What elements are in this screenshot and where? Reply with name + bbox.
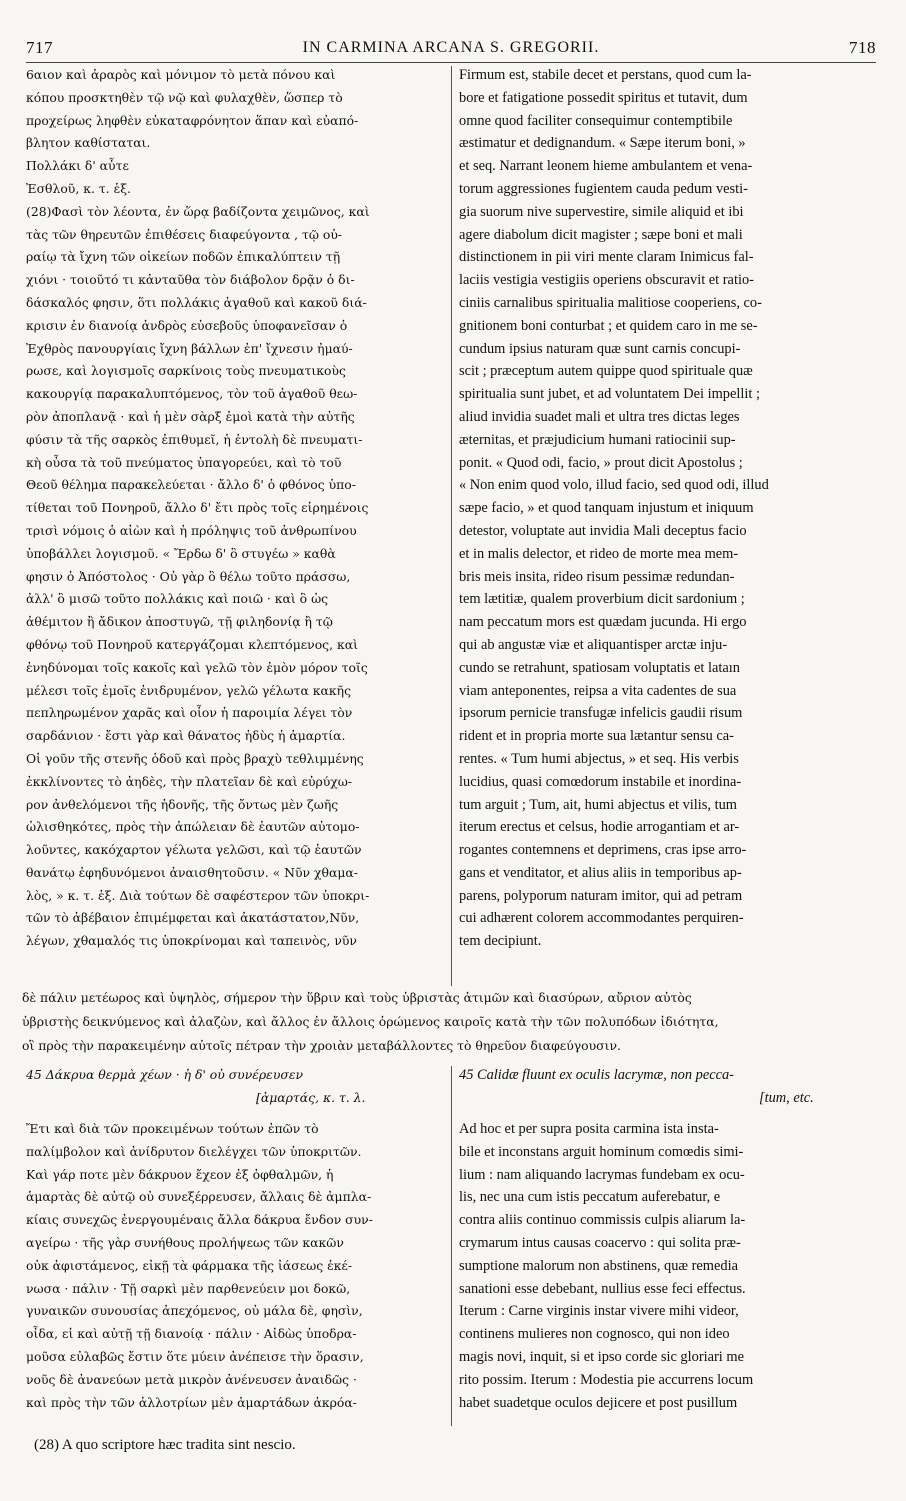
footnote: (28) A quo scriptore hæc tradita sint nescio.: [34, 1437, 296, 1453]
latin-text-line: continens mulieres non cognosco, qui non ideo: [459, 1326, 730, 1343]
greek-full-width-paragraph: [22, 986, 876, 1058]
greek-text-line: ρον ἀνθελόμενοι τῆς ἡδονῆς, τῆς ὄντως μὲν ζωῆς: [26, 796, 339, 812]
greek-heading-line: [ἁμαρτάς, κ. τ. λ.: [256, 1089, 366, 1105]
latin-text-line: bile et inconstans arguit hominum comœdis simi-: [459, 1143, 744, 1160]
greek-text-line: βλητον καθίσταται.: [26, 135, 151, 151]
latin-text-line: cui adhærent colorem accommodantes perquiren-: [459, 910, 744, 927]
latin-text-line: rident et in propria morte sua lætantur sensu ca-: [459, 728, 734, 745]
latin-text-line: æstimatur et dedignandum. « Sæpe iterum boni, »: [459, 135, 746, 152]
latin-text-line: gnitionem boni conturbat ; et quidem caro in me se-: [459, 317, 758, 334]
column-divider-top: [451, 66, 452, 986]
greek-section-45-heading: [26, 1064, 444, 1110]
greek-text-line: κρισιν ἐν διανοίᾳ ἀνδρὸς εὐσεβοῦς ὑποφανεῖσαν ὁ: [26, 317, 348, 333]
greek-text-line: Θεοῦ θέλημα παρακελεύεται · ἄλλο δ' ὁ φθόνος ὑπο-: [26, 477, 356, 493]
latin-text-line: contra aliis continuo commissis culpis aliarum la-: [459, 1212, 746, 1229]
running-title: IN CARMINA ARCANA S. GREGORII.: [302, 39, 600, 56]
latin-text-line: et in malis delector, et rideo de morte mea mem-: [459, 545, 739, 562]
latin-text-line: tum arguit ; Tum, ait, humi abjectus et vilis, tum: [459, 796, 737, 813]
greek-text-line: ρὸν ἀποπλανᾷ · καὶ ἡ μὲν σὰρξ ἐμοὶ κατὰ τὴν αὐτῆς: [26, 408, 355, 424]
greek-text-line: φύσιν τὰ τῆς σαρκὸς ἐπιθυμεῖ, ἡ ἐντολὴ δὲ πνευματι-: [26, 431, 363, 447]
latin-text-line: iterum erectus et celsus, hodie arrogantiam et ar-: [459, 819, 740, 836]
latin-text-line: sæpe facio, » et quod tanquam injustum et iniquum: [459, 500, 754, 517]
latin-text-line: cundum ipsius naturam quæ sunt carnis concupi-: [459, 340, 741, 357]
latin-text-line: scit ; præceptum autem quippe quod spirituale quæ: [459, 363, 753, 380]
greek-text-line: λοῦντες, κακόχαρτον γέλωτα γελῶσι, καὶ τῷ ἑαυτῶν: [26, 842, 362, 858]
greek-column-bottom: [26, 1118, 444, 1414]
latin-text-line: rogantes contemnens et deprimens, cras ipse arro-: [459, 842, 747, 859]
greek-text-line: καὶ πρὸς τὴν τῶν ἀλλοτρίων μὲν ἁμαρτάδων ἀκρόα-: [26, 1394, 357, 1410]
greek-text-line: ἐκκλίνοντες τὸ ἀηδὲς, τὴν πλατεῖαν δὲ καὶ εὐρύχω-: [26, 773, 353, 789]
latin-text-line: detestor, voluptate aut invidia Mali deceptus facio: [459, 522, 747, 539]
latin-text-line: lium : nam aliquando lacrymas fundebam ex ocu-: [459, 1166, 745, 1183]
greek-text-line: ἐνηδύνομαι τοῖς κακοῖς καὶ γελῶ τὸν ἐμὸν μόρον τοῖς: [26, 659, 368, 675]
latin-text-line: rito possim. Iterum : Modestia pie accurrens locum: [459, 1371, 754, 1388]
latin-text-line: Iterum : Carne virginis instar vivere mihi videor,: [459, 1303, 739, 1320]
latin-text-line: et seq. Narrant leonem hieme ambulantem et vena-: [459, 158, 753, 175]
latin-text-line: bore et fatigatione possedit spiritus et tutavit, dum: [459, 89, 748, 106]
greek-heading-line: 45 Δάκρυα θερμὰ χέων · ἡ δ' οὐ συνέρευσεν: [26, 1067, 304, 1082]
latin-heading-line: [tum, etc.: [759, 1089, 814, 1106]
greek-text-line: Πολλάκι δ' αὖτε: [26, 158, 129, 174]
latin-text-line: ipsorum pernicie transfugæ infelicis gaudii risum: [459, 705, 743, 722]
greek-text-line: οἳ πρὸς τὴν παρακειμένην αὐτοῖς πέτραν τὴν χροιὰν μεταβάλλοντες τὸ θηρεῦον διαφεύγουσιν.: [22, 1038, 621, 1053]
greek-text-line: κίαις συνεχῶς ἐνεργουμέναις ἄλλα δάκρυα ἔνδον συν-: [26, 1212, 373, 1228]
latin-text-line: torum aggressiones fugientem cauda pedum vesti-: [459, 180, 748, 197]
greek-text-line: παλίμβολον καὶ ἀνίδρυτον διελέγχει τῶν ὑποκριτῶν.: [26, 1143, 362, 1159]
latin-text-line: ponit. « Quod odi, facio, » prout dicit Apostolus ;: [459, 454, 743, 471]
latin-text-line: sumptione malorum non abstinens, quæ remedia: [459, 1257, 738, 1274]
latin-text-line: Firmum est, stabile decet et perstans, quod cum la-: [459, 67, 752, 83]
greek-text-line: σαρδάνιον · ἔστι γὰρ καὶ θάνατος ἡδὺς ἡ ἁμαρτία.: [26, 728, 346, 744]
running-header: [26, 36, 876, 60]
latin-heading-line: 45 Calidæ fluunt ex oculis lacrymæ, non pecca-: [459, 1067, 734, 1083]
greek-text-line: φησιν ὁ Ἀπόστολος · Οὐ γὰρ ὃ θέλω τοῦτο πράσσω,: [26, 568, 351, 584]
greek-text-line: γυναικῶν συνουσίας ἀπεχόμενος, οὐ μάλα δὲ, φησὶν,: [26, 1303, 363, 1319]
latin-text-line: æternitas, et præjudicium humani ratiocinii sup-: [459, 431, 736, 448]
greek-column-top: [26, 64, 444, 953]
latin-text-line: tem lætitiæ, qualem proverbium dicit sardonium ;: [459, 591, 745, 608]
greek-text-line: νοῦς δὲ ἀνανεύων μετὰ μικρὸν ἀνένευσεν ἀναιδῶς ·: [26, 1371, 357, 1387]
latin-text-line: parens, polyporum naturam imitor, qui ad petram: [459, 887, 743, 904]
greek-text-line: ὑβριστὴς δεικνύμενος καὶ ἀλαζὼν, καὶ ἄλλος ἐν ἄλλοις ὁρώμενος καιροῖς κατὰ τὴν τῶν πολυπόδων ἰδιότητα,: [22, 1014, 719, 1029]
latin-text-line: lis, nec una cum istis peccatum auferebatur, e: [459, 1189, 721, 1206]
latin-text-line: laciis vestigia vestigiis operiens obscuravit et ratio-: [459, 272, 754, 289]
greek-text-line: ἁμαρτὰς δὲ αὐτῷ οὐ συνεξέρρευσεν, ἄλλαις δὲ ἀμπλα-: [26, 1189, 372, 1205]
greek-text-line: Καὶ γάρ ποτε μὲν δάκρυον ἔχεον ἐξ ὀφθαλμῶν, ἡ: [26, 1166, 334, 1182]
latin-section-45-heading: [459, 1064, 877, 1110]
latin-text-line: bris meis insita, rideo risum pessimæ redundan-: [459, 568, 735, 585]
latin-column-top: [459, 64, 877, 953]
latin-text-line: aliud invidia suadet mali et ultra tres dictas leges: [459, 408, 740, 425]
greek-text-line: τῶν τὸ ἀβέβαιον ἐπιμέμφεται καὶ ἀκατάστατον,Νῦν,: [26, 910, 360, 926]
greek-text-line: θανάτῳ ἐφηδυνόμενοι ἀναισθητοῦσιν. « Νῦν χθαμα-: [26, 864, 358, 880]
latin-text-line: cundo se retrahunt, spatiosam voluptatis et lataın: [459, 659, 740, 676]
latin-text-line: viam anteponentes, reipsa a vita cadentes de sua: [459, 682, 737, 699]
latin-text-line: gia suorum nive supervestire, simile aliquid et ibi: [459, 203, 744, 220]
greek-text-line: κόπου προσκτηθὲν τῷ νῷ καὶ φυλαχθὲν, ὥσπερ τὸ: [26, 89, 343, 105]
greek-text-line: Οἱ γοῦν τῆς στενῆς ὁδοῦ καὶ πρὸς βραχὺ τεθλιμμένης: [26, 750, 364, 766]
greek-text-line: οἶδα, εἰ καὶ αὐτῇ τῇ διανοίᾳ · πάλιν · Αἰδὼς ὑποδρα-: [26, 1326, 357, 1342]
greek-text-line: κακουργίᾳ παρακαλυπτόμενος, τὸν τοῦ ἀγαθοῦ θεω-: [26, 386, 358, 402]
latin-text-line: lucidius, quasi comœdorum instabile et inordina-: [459, 773, 742, 790]
latin-text-line: distinctionem in pii viri mente claram Inimicus fal-: [459, 249, 754, 266]
latin-column-bottom: [459, 1118, 877, 1414]
greek-text-line: ἀλλ' ὃ μισῶ τοῦτο πολλάκις καὶ ποιῶ · καὶ ὃ ὡς: [26, 591, 329, 607]
column-divider-bottom: [451, 1066, 452, 1426]
greek-text-line: Ἐχθρὸς πανουργίαις ἴχνη βάλλων ἐπ' ἴχνεσιν ἠμαύ-: [26, 340, 353, 356]
greek-text-line: προχείρως ληφθὲν εὐκαταφρόνητον ἅπαν καὶ εὐαπό-: [26, 112, 359, 128]
greek-text-line: νωσα · πάλιν · Τῇ σαρκὶ μὲν παρθενεύειν μοι δοκῶ,: [26, 1280, 351, 1296]
greek-text-line: αγείρω · τῆς γὰρ συνήθους προλήψεως τῶν κακῶν: [26, 1234, 344, 1250]
greek-text-line: οὐκ ἀφιστάμενος, εἰκῇ τὰ φάρμακα τῆς ἰάσεως ἐκέ-: [26, 1257, 353, 1273]
latin-text-line: Ad hoc et per supra posita carmina ista insta-: [459, 1121, 719, 1137]
greek-text-line: ἀθέμιτον ἢ ἄδικον ἀποστυγῶ, τῇ φιληδονίᾳ ἢ τῷ: [26, 614, 333, 630]
greek-text-line: δάσκαλός φησιν, ὅτι πολλάκις ἀγαθοῦ καὶ κακοῦ διά-: [26, 294, 367, 310]
latin-text-line: agere diabolum dicit magister ; sæpe boni et mali: [459, 226, 743, 243]
latin-text-line: crymarum intus causas coacervo : qui solita præ-: [459, 1234, 741, 1251]
greek-text-line: χιόνι · τοιοῦτό τι κἀνταῦθα τὸν διάβολον δρᾷν ὁ δι-: [26, 272, 355, 288]
latin-text-line: magis novi, inquit, si et ipso corde sic gloriari me: [459, 1348, 744, 1365]
greek-text-line: 6αιον καὶ ἀραρὸς καὶ μόνιμον τὸ μετὰ πόνου καὶ: [26, 67, 336, 82]
greek-text-line: ραίῳ τὰ ἴχνη τῶν οἰκείων ποδῶν ἐπικαλύπτειν τῇ: [26, 249, 341, 265]
greek-text-line: ρωσε, καὶ λογισμοῖς σαρκίνοις τοὺς πνευματικοὺς: [26, 363, 346, 379]
latin-text-line: « Non enim quod volo, illud facio, sed quod odi, illud: [459, 477, 769, 494]
latin-text-line: spiritualia sunt jubet, et ad voluntatem Dei impellit ;: [459, 386, 760, 403]
greek-text-line: (28)Φασὶ τὸν λέοντα, ἐν ὥρᾳ βαδίζοντα χειμῶνος, καὶ: [26, 203, 370, 219]
greek-text-line: μοῦσα εὐλαβῶς ἔστιν ὅτε μύειν ἀνέπεισε τὴν ὅρασιν,: [26, 1348, 364, 1364]
greek-text-line: μέλεσι τοῖς ἐμοῖς ἐνιδρυμένον, γελῶ γέλωτα κακῆς: [26, 682, 352, 698]
latin-text-line: gans et venditator, et alius aliis in temporibus ap-: [459, 864, 742, 881]
greek-text-line: λὸς, » κ. τ. ἑξ. Διὰ τούτων δὲ σαφέστερον τῶν ὑποκρι-: [26, 887, 370, 903]
latin-text-line: qui ab angustæ viæ et aliquantisper arctæ inju-: [459, 636, 728, 653]
greek-text-line: λέγων, χθαμαλός τις ὑποκρίνομαι καὶ ταπεινὸς, νῦν: [26, 933, 357, 949]
greek-text-line: τρισὶ νόμοις ὁ αἰὼν καὶ ἡ πρόληψις τοῦ ἀνθρωπίνου: [26, 522, 357, 538]
greek-text-line: Ἐσθλοῦ, κ. τ. ἑξ.: [26, 180, 131, 196]
latin-text-line: nam peccatum mors est quædam jucunda. Hi ergo: [459, 614, 747, 631]
latin-text-line: rentes. « Tum humi abjectus, » et seq. His verbis: [459, 750, 739, 767]
greek-text-line: ὠλισθηκότες, πρὸς τὴν ἀπώλειαν δὲ ἑαυτῶν αὐτομο-: [26, 819, 360, 835]
latin-text-line: ciniis carnalibus spiritualia malitiose cooperiens, co-: [459, 294, 762, 311]
greek-text-line: φθόνῳ τοῦ Πονηροῦ κατεργάζομαι κλεπτόμενος, καὶ: [26, 636, 358, 652]
greek-text-line: τίθεται τοῦ Πονηροῦ, ἄλλο δ' ἔτι πρὸς τοῖς εἰρημένοις: [26, 500, 369, 516]
greek-text-line: Ἔτι καὶ διὰ τῶν προκειμένων τούτων ἐπῶν τὸ: [26, 1121, 319, 1136]
latin-text-line: omne quod faciliter consequimur contemptibile: [459, 112, 733, 129]
latin-text-line: tem decipiunt.: [459, 933, 542, 950]
greek-text-line: τὰς τῶν θηρευτῶν ἐπιθέσεις διαφεύγοντα , τῷ οὐ-: [26, 226, 343, 242]
latin-text-line: sanationi esse debebant, nullius esse feci effectus.: [459, 1280, 746, 1297]
greek-text-line: δὲ πάλιν μετέωρος καὶ ὑψηλὸς, σήμερον τὴν ὕβριν καὶ τοὺς ὑβριστὰς ἀτιμῶν καὶ διασύρων, αὔριον αὐτὸς: [22, 990, 692, 1005]
right-page-number: 718: [848, 38, 876, 57]
greek-text-line: ὑποβάλλει λογισμοῦ. « Ἔρδω δ' ὃ στυγέω » καθὰ: [26, 545, 336, 561]
header-rule: [26, 62, 876, 63]
latin-text-line: habet suadetque oculos dejicere et post pusillum: [459, 1394, 738, 1411]
left-page-number: 717: [26, 38, 53, 57]
greek-text-line: πεπληρωμένον χαρᾶς καὶ οἷον ἡ παροιμία λέγει τὸν: [26, 705, 353, 721]
greek-text-line: κὴ οὖσα τὰ τοῦ πνεύματος ὑπαγορεύει, καὶ τὸ τοῦ: [26, 454, 342, 470]
